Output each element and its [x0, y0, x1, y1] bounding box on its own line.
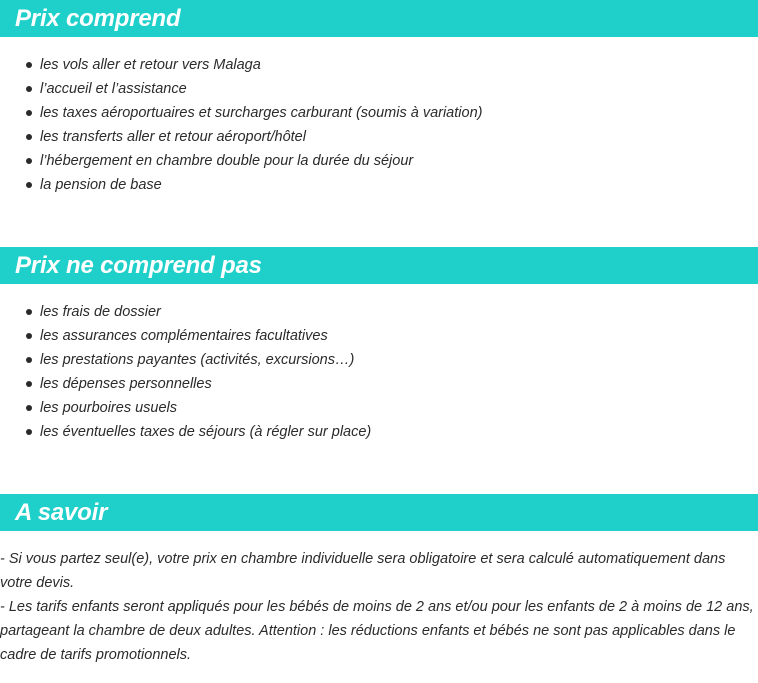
bullet-icon	[26, 86, 32, 92]
section-header-prix-comprend	[0, 0, 758, 37]
included-list	[0, 53, 482, 197]
section-header-a-savoir	[0, 494, 758, 531]
list-item	[0, 372, 371, 396]
list-item-text: les pourboires usuels	[40, 400, 178, 416]
bullet-icon	[26, 333, 32, 339]
bullet-icon	[26, 309, 32, 315]
list-item-text: les prestations payantes (activités, excursions…)	[40, 352, 355, 368]
section-title: Prix ne comprend pas	[15, 252, 262, 279]
notes-block	[0, 547, 756, 667]
bullet-icon	[26, 158, 32, 164]
bullet-icon	[26, 429, 32, 435]
section-title: A savoir	[15, 499, 108, 526]
list-item	[0, 173, 482, 197]
list-item	[0, 77, 482, 101]
section-title: Prix comprend	[15, 5, 181, 32]
bullet-icon	[26, 134, 32, 140]
list-item	[0, 101, 482, 125]
list-item	[0, 396, 371, 420]
list-item	[0, 125, 482, 149]
section-header-prix-ne-comprend-pas	[0, 247, 758, 284]
note-paragraph: - Si vous partez seul(e), votre prix en chambre individuelle sera obligatoire et sera calculé automatiquement dans votre devis.	[0, 551, 726, 591]
list-item-text: la pension de base	[40, 177, 162, 193]
list-item-text: les taxes aéroportuaires et surcharges carburant (soumis à variation)	[40, 105, 483, 121]
bullet-icon	[26, 110, 32, 116]
list-item-text: les transferts aller et retour aéroport/hôtel	[40, 129, 306, 145]
list-item-text: l’hébergement en chambre double pour la durée du séjour	[40, 153, 414, 169]
list-item	[0, 149, 482, 173]
list-item	[0, 300, 371, 324]
list-item-text: les vols aller et retour vers Malaga	[40, 57, 261, 73]
bullet-icon	[26, 381, 32, 387]
not-included-list	[0, 300, 371, 444]
list-item-text: les dépenses personnelles	[40, 376, 212, 392]
list-item	[0, 324, 371, 348]
list-item	[0, 420, 371, 444]
bullet-icon	[26, 405, 32, 411]
bullet-icon	[26, 62, 32, 68]
list-item	[0, 348, 371, 372]
note-paragraph: - Les tarifs enfants seront appliqués pour les bébés de moins de 2 ans et/ou pour les enfants de 2 à moins de 12 ans, partageant la chambre de deux adultes. Attention : les réductions enfants et bébés ne sont pas applicables dans le cadre de tarifs promotionnels.	[0, 599, 754, 663]
list-item-text: les frais de dossier	[40, 304, 161, 320]
list-item-text: l’accueil et l’assistance	[40, 81, 187, 97]
bullet-icon	[26, 357, 32, 363]
list-item	[0, 53, 482, 77]
list-item-text: les éventuelles taxes de séjours (à régler sur place)	[40, 424, 372, 440]
list-item-text: les assurances complémentaires facultatives	[40, 328, 328, 344]
bullet-icon	[26, 182, 32, 188]
